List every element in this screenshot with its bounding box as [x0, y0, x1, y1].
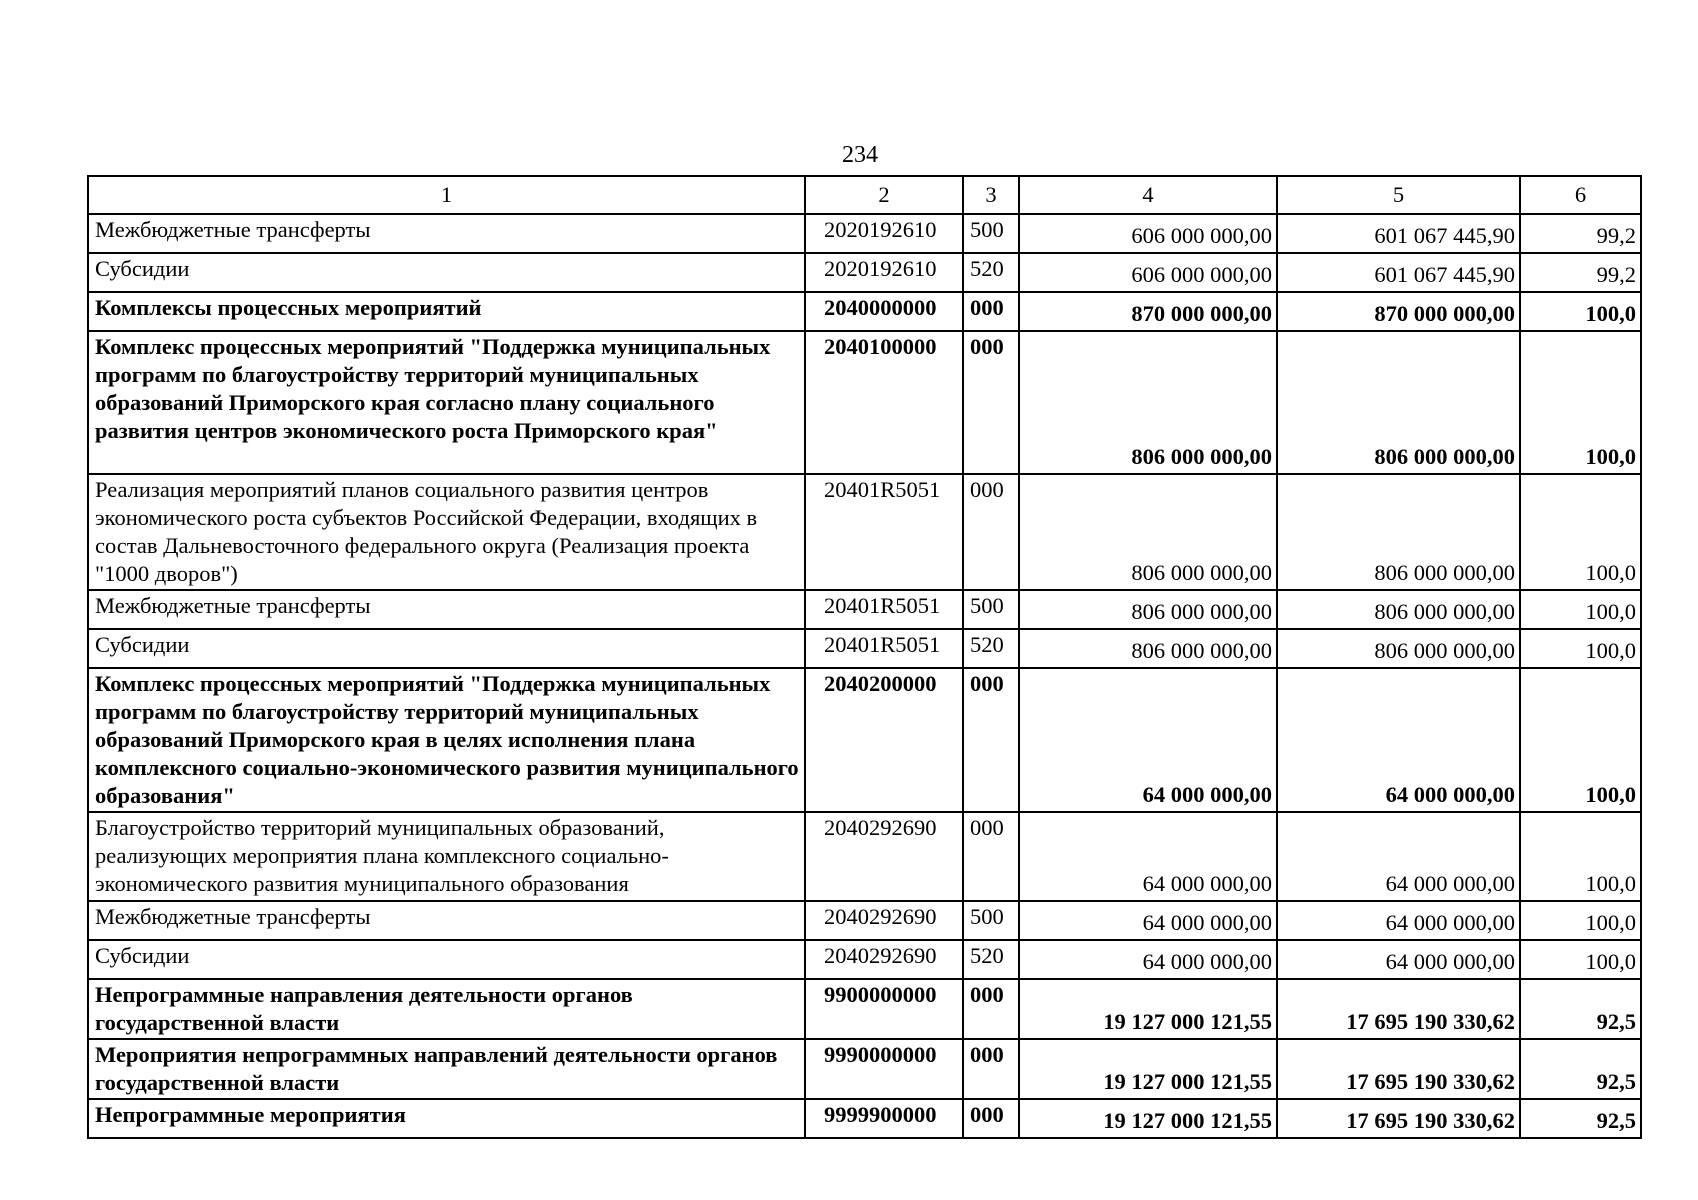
- row-code-cell: 20401R5051: [805, 474, 963, 590]
- row-code-cell: 2040100000: [805, 331, 963, 474]
- row-type-cell: 500: [963, 214, 1019, 253]
- row-type-cell: 000: [963, 1099, 1019, 1138]
- row-name-cell: Непрограммные мероприятия: [88, 1099, 805, 1138]
- row-name-cell: Реализация мероприятий планов социального развития центров экономического роста субъектов Российской Федерации, входящих в состав Дальневосточного федерального округа (Реализация проекта "1000 дворов"): [88, 474, 805, 590]
- row-actual-amount-cell: 806 000 000,00: [1277, 331, 1520, 474]
- row-percent-cell: 100,0: [1520, 668, 1641, 812]
- row-code-cell: 20401R5051: [805, 629, 963, 668]
- row-plan-amount-cell: 64 000 000,00: [1019, 812, 1277, 901]
- row-plan-amount-cell: 806 000 000,00: [1019, 629, 1277, 668]
- row-name-cell: Субсидии: [88, 629, 805, 668]
- row-name-cell: Субсидии: [88, 940, 805, 979]
- row-code-cell: 2040000000: [805, 292, 963, 331]
- row-percent-cell: 99,2: [1520, 253, 1641, 292]
- budget-table: [87, 175, 1642, 1139]
- column-header: 5: [1277, 176, 1520, 214]
- row-name-cell: Субсидии: [88, 253, 805, 292]
- row-actual-amount-cell: 64 000 000,00: [1277, 940, 1520, 979]
- row-plan-amount-cell: 606 000 000,00: [1019, 214, 1277, 253]
- table-header-row: [88, 176, 1641, 214]
- table-row: [88, 253, 1641, 292]
- column-header: 1: [88, 176, 805, 214]
- row-actual-amount-cell: 64 000 000,00: [1277, 812, 1520, 901]
- table-row: [88, 331, 1641, 474]
- row-percent-cell: 92,5: [1520, 979, 1641, 1039]
- row-code-cell: 2040292690: [805, 940, 963, 979]
- table-row: [88, 214, 1641, 253]
- row-code-cell: 9900000000: [805, 979, 963, 1039]
- column-header: 4: [1019, 176, 1277, 214]
- table-row: [88, 668, 1641, 812]
- row-actual-amount-cell: 64 000 000,00: [1277, 901, 1520, 940]
- row-code-cell: 9999900000: [805, 1099, 963, 1138]
- row-percent-cell: 100,0: [1520, 901, 1641, 940]
- row-actual-amount-cell: 806 000 000,00: [1277, 590, 1520, 629]
- row-percent-cell: 100,0: [1520, 812, 1641, 901]
- row-actual-amount-cell: 17 695 190 330,62: [1277, 1099, 1520, 1138]
- row-plan-amount-cell: 806 000 000,00: [1019, 331, 1277, 474]
- row-percent-cell: 99,2: [1520, 214, 1641, 253]
- page-number: 234: [842, 142, 878, 168]
- row-actual-amount-cell: 806 000 000,00: [1277, 629, 1520, 668]
- row-type-cell: 000: [963, 812, 1019, 901]
- row-type-cell: 000: [963, 979, 1019, 1039]
- row-percent-cell: 92,5: [1520, 1099, 1641, 1138]
- row-plan-amount-cell: 64 000 000,00: [1019, 668, 1277, 812]
- table-row: [88, 629, 1641, 668]
- row-name-cell: Непрограммные направления деятельности органов государственной власти: [88, 979, 805, 1039]
- row-type-cell: 520: [963, 940, 1019, 979]
- row-percent-cell: 100,0: [1520, 590, 1641, 629]
- table-row: [88, 812, 1641, 901]
- row-type-cell: 000: [963, 668, 1019, 812]
- row-plan-amount-cell: 19 127 000 121,55: [1019, 1039, 1277, 1099]
- row-code-cell: 2020192610: [805, 253, 963, 292]
- table-row: [88, 940, 1641, 979]
- row-percent-cell: 100,0: [1520, 940, 1641, 979]
- row-actual-amount-cell: 870 000 000,00: [1277, 292, 1520, 331]
- row-name-cell: Межбюджетные трансферты: [88, 590, 805, 629]
- row-actual-amount-cell: 601 067 445,90: [1277, 253, 1520, 292]
- row-code-cell: 9990000000: [805, 1039, 963, 1099]
- table-row: [88, 901, 1641, 940]
- row-code-cell: 2040200000: [805, 668, 963, 812]
- row-type-cell: 000: [963, 292, 1019, 331]
- row-name-cell: Мероприятия непрограммных направлений деятельности органов государственной власти: [88, 1039, 805, 1099]
- row-actual-amount-cell: 806 000 000,00: [1277, 474, 1520, 590]
- row-actual-amount-cell: 64 000 000,00: [1277, 668, 1520, 812]
- row-plan-amount-cell: 19 127 000 121,55: [1019, 979, 1277, 1039]
- row-name-cell: Межбюджетные трансферты: [88, 901, 805, 940]
- column-header: 3: [963, 176, 1019, 214]
- row-type-cell: 520: [963, 253, 1019, 292]
- row-name-cell: Комплекс процессных мероприятий "Поддержка муниципальных программ по благоустройству территорий муниципальных образований Приморского края в целях исполнения плана комплексного социально-экономического развития муниципального образования": [88, 668, 805, 812]
- row-plan-amount-cell: 64 000 000,00: [1019, 940, 1277, 979]
- table-row: [88, 1099, 1641, 1138]
- row-name-cell: Комплексы процессных мероприятий: [88, 292, 805, 331]
- row-type-cell: 520: [963, 629, 1019, 668]
- column-header: 6: [1520, 176, 1641, 214]
- row-plan-amount-cell: 806 000 000,00: [1019, 474, 1277, 590]
- row-percent-cell: 100,0: [1520, 629, 1641, 668]
- row-plan-amount-cell: 606 000 000,00: [1019, 253, 1277, 292]
- row-type-cell: 000: [963, 474, 1019, 590]
- row-name-cell: Межбюджетные трансферты: [88, 214, 805, 253]
- row-name-cell: Благоустройство территорий муниципальных образований, реализующих мероприятия плана комплексного социально-экономического развития муниципального образования: [88, 812, 805, 901]
- row-name-cell: Комплекс процессных мероприятий "Поддержка муниципальных программ по благоустройству территорий муниципальных образований Приморского края согласно плану социального развития центров экономического роста Приморского края": [88, 331, 805, 474]
- row-type-cell: 500: [963, 901, 1019, 940]
- table-row: [88, 979, 1641, 1039]
- row-percent-cell: 100,0: [1520, 292, 1641, 331]
- row-plan-amount-cell: 806 000 000,00: [1019, 590, 1277, 629]
- row-code-cell: 2020192610: [805, 214, 963, 253]
- table-row: [88, 590, 1641, 629]
- row-type-cell: 000: [963, 1039, 1019, 1099]
- column-header: 2: [805, 176, 963, 214]
- row-plan-amount-cell: 870 000 000,00: [1019, 292, 1277, 331]
- row-percent-cell: 92,5: [1520, 1039, 1641, 1099]
- table-row: [88, 292, 1641, 331]
- row-percent-cell: 100,0: [1520, 331, 1641, 474]
- row-code-cell: 20401R5051: [805, 590, 963, 629]
- row-plan-amount-cell: 19 127 000 121,55: [1019, 1099, 1277, 1138]
- row-type-cell: 500: [963, 590, 1019, 629]
- row-actual-amount-cell: 17 695 190 330,62: [1277, 1039, 1520, 1099]
- table-row: [88, 1039, 1641, 1099]
- row-actual-amount-cell: 17 695 190 330,62: [1277, 979, 1520, 1039]
- row-actual-amount-cell: 601 067 445,90: [1277, 214, 1520, 253]
- table-row: [88, 474, 1641, 590]
- row-code-cell: 2040292690: [805, 901, 963, 940]
- row-plan-amount-cell: 64 000 000,00: [1019, 901, 1277, 940]
- row-percent-cell: 100,0: [1520, 474, 1641, 590]
- row-code-cell: 2040292690: [805, 812, 963, 901]
- row-type-cell: 000: [963, 331, 1019, 474]
